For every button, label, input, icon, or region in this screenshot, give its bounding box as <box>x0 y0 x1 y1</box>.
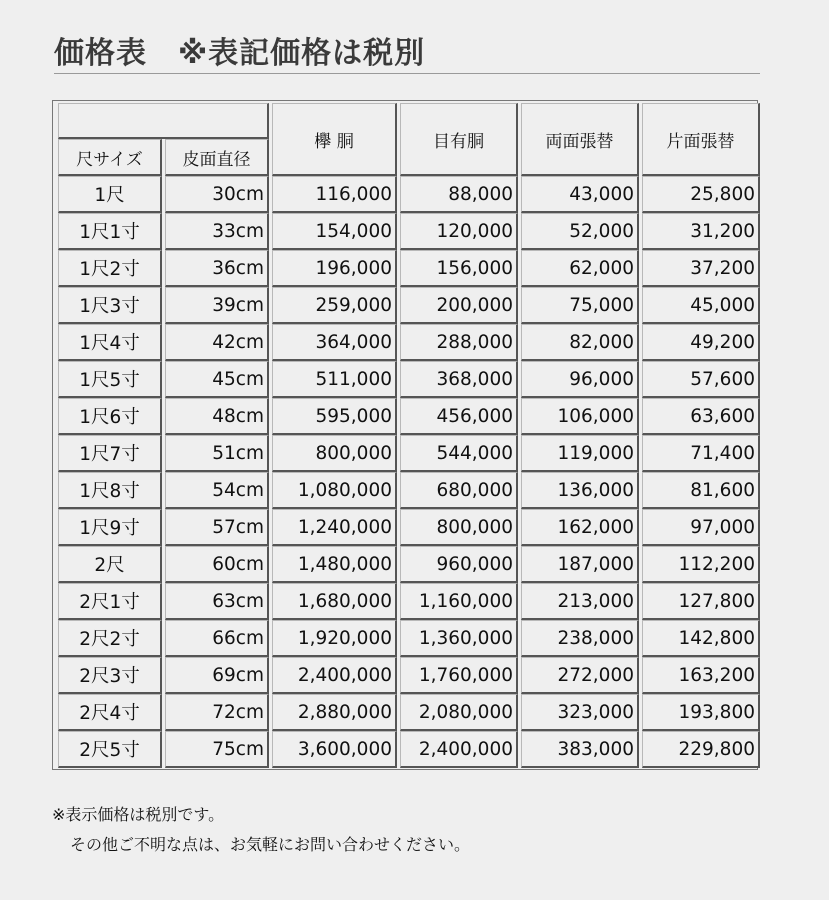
title-divider <box>54 73 760 74</box>
cell-katamen-price: 71,400 <box>642 435 760 472</box>
cell-keyaki-price: 1,240,000 <box>272 509 397 546</box>
cell-size: 1尺2寸 <box>58 250 162 287</box>
cell-katamen-price: 112,200 <box>642 546 760 583</box>
cell-meari-price: 456,000 <box>400 398 518 435</box>
cell-meari-price: 800,000 <box>400 509 518 546</box>
header-size: 尺サイズ <box>58 139 162 176</box>
cell-katamen-price: 49,200 <box>642 324 760 361</box>
cell-meari-price: 680,000 <box>400 472 518 509</box>
table-row <box>58 361 760 398</box>
cell-ryomen-price: 136,000 <box>521 472 639 509</box>
table-row <box>58 435 760 472</box>
cell-diameter: 72cm <box>165 694 269 731</box>
cell-katamen-price: 163,200 <box>642 657 760 694</box>
cell-diameter: 33cm <box>165 213 269 250</box>
cell-ryomen-price: 82,000 <box>521 324 639 361</box>
cell-meari-price: 960,000 <box>400 546 518 583</box>
cell-meari-price: 368,000 <box>400 361 518 398</box>
cell-diameter: 63cm <box>165 583 269 620</box>
cell-diameter: 66cm <box>165 620 269 657</box>
cell-katamen-price: 142,800 <box>642 620 760 657</box>
cell-keyaki-price: 154,000 <box>272 213 397 250</box>
cell-diameter: 30cm <box>165 176 269 213</box>
cell-size: 2尺4寸 <box>58 694 162 731</box>
cell-keyaki-price: 1,080,000 <box>272 472 397 509</box>
header-diameter: 皮面直径 <box>165 139 269 176</box>
cell-meari-price: 1,760,000 <box>400 657 518 694</box>
table-row <box>58 398 760 435</box>
cell-meari-price: 200,000 <box>400 287 518 324</box>
cell-ryomen-price: 43,000 <box>521 176 639 213</box>
cell-size: 2尺3寸 <box>58 657 162 694</box>
table-row <box>58 472 760 509</box>
footnote-tax: ※表示価格は税別です。 <box>52 805 225 824</box>
cell-size: 1尺3寸 <box>58 287 162 324</box>
table-header-row <box>58 103 760 139</box>
header-blank-cell <box>58 103 269 139</box>
table-row <box>58 509 760 546</box>
cell-meari-price: 156,000 <box>400 250 518 287</box>
cell-size: 2尺1寸 <box>58 583 162 620</box>
cell-keyaki-price: 364,000 <box>272 324 397 361</box>
cell-ryomen-price: 162,000 <box>521 509 639 546</box>
cell-meari-price: 544,000 <box>400 435 518 472</box>
cell-katamen-price: 81,600 <box>642 472 760 509</box>
cell-ryomen-price: 272,000 <box>521 657 639 694</box>
cell-katamen-price: 37,200 <box>642 250 760 287</box>
table-row <box>58 583 760 620</box>
cell-meari-price: 2,400,000 <box>400 731 518 768</box>
cell-diameter: 36cm <box>165 250 269 287</box>
cell-size: 1尺8寸 <box>58 472 162 509</box>
cell-katamen-price: 63,600 <box>642 398 760 435</box>
table-row <box>58 731 760 768</box>
cell-size: 2尺5寸 <box>58 731 162 768</box>
table-row <box>58 213 760 250</box>
cell-katamen-price: 193,800 <box>642 694 760 731</box>
cell-katamen-price: 25,800 <box>642 176 760 213</box>
cell-keyaki-price: 1,480,000 <box>272 546 397 583</box>
cell-katamen-price: 31,200 <box>642 213 760 250</box>
cell-size: 1尺 <box>58 176 162 213</box>
header-meari: 目有胴 <box>400 103 518 176</box>
cell-keyaki-price: 116,000 <box>272 176 397 213</box>
cell-keyaki-price: 2,880,000 <box>272 694 397 731</box>
table-row <box>58 620 760 657</box>
page-title: 価格表 ※表記価格は税別 <box>54 36 426 71</box>
cell-size: 1尺5寸 <box>58 361 162 398</box>
table-row <box>58 176 760 213</box>
cell-keyaki-price: 595,000 <box>272 398 397 435</box>
cell-katamen-price: 57,600 <box>642 361 760 398</box>
cell-ryomen-price: 119,000 <box>521 435 639 472</box>
cell-diameter: 45cm <box>165 361 269 398</box>
footnote-contact: その他ご不明な点は、お気軽にお問い合わせください。 <box>70 835 471 854</box>
header-katamen: 片面張替 <box>642 103 760 176</box>
cell-diameter: 48cm <box>165 398 269 435</box>
cell-meari-price: 1,160,000 <box>400 583 518 620</box>
cell-diameter: 60cm <box>165 546 269 583</box>
cell-size: 1尺9寸 <box>58 509 162 546</box>
cell-size: 1尺7寸 <box>58 435 162 472</box>
cell-ryomen-price: 383,000 <box>521 731 639 768</box>
table-row <box>58 657 760 694</box>
cell-katamen-price: 229,800 <box>642 731 760 768</box>
price-table <box>55 103 763 768</box>
cell-size: 1尺4寸 <box>58 324 162 361</box>
cell-ryomen-price: 62,000 <box>521 250 639 287</box>
table-row <box>58 546 760 583</box>
cell-meari-price: 88,000 <box>400 176 518 213</box>
table-row <box>58 694 760 731</box>
cell-diameter: 75cm <box>165 731 269 768</box>
cell-keyaki-price: 3,600,000 <box>272 731 397 768</box>
cell-meari-price: 288,000 <box>400 324 518 361</box>
table-row <box>58 250 760 287</box>
cell-ryomen-price: 106,000 <box>521 398 639 435</box>
cell-keyaki-price: 196,000 <box>272 250 397 287</box>
cell-katamen-price: 97,000 <box>642 509 760 546</box>
cell-ryomen-price: 187,000 <box>521 546 639 583</box>
footnote <box>52 800 470 860</box>
cell-ryomen-price: 323,000 <box>521 694 639 731</box>
cell-keyaki-price: 259,000 <box>272 287 397 324</box>
cell-meari-price: 120,000 <box>400 213 518 250</box>
cell-keyaki-price: 2,400,000 <box>272 657 397 694</box>
cell-size: 2尺 <box>58 546 162 583</box>
header-ryomen: 両面張替 <box>521 103 639 176</box>
cell-ryomen-price: 238,000 <box>521 620 639 657</box>
cell-size: 1尺1寸 <box>58 213 162 250</box>
cell-keyaki-price: 511,000 <box>272 361 397 398</box>
cell-ryomen-price: 96,000 <box>521 361 639 398</box>
cell-size: 2尺2寸 <box>58 620 162 657</box>
cell-size: 1尺6寸 <box>58 398 162 435</box>
cell-katamen-price: 45,000 <box>642 287 760 324</box>
cell-diameter: 69cm <box>165 657 269 694</box>
cell-diameter: 39cm <box>165 287 269 324</box>
cell-diameter: 51cm <box>165 435 269 472</box>
cell-ryomen-price: 213,000 <box>521 583 639 620</box>
cell-keyaki-price: 1,920,000 <box>272 620 397 657</box>
cell-ryomen-price: 75,000 <box>521 287 639 324</box>
cell-diameter: 54cm <box>165 472 269 509</box>
table-row <box>58 287 760 324</box>
cell-meari-price: 2,080,000 <box>400 694 518 731</box>
table-row <box>58 324 760 361</box>
cell-katamen-price: 127,800 <box>642 583 760 620</box>
cell-diameter: 57cm <box>165 509 269 546</box>
cell-keyaki-price: 800,000 <box>272 435 397 472</box>
cell-keyaki-price: 1,680,000 <box>272 583 397 620</box>
cell-ryomen-price: 52,000 <box>521 213 639 250</box>
cell-meari-price: 1,360,000 <box>400 620 518 657</box>
header-keyaki: 欅 胴 <box>272 103 397 176</box>
cell-diameter: 42cm <box>165 324 269 361</box>
